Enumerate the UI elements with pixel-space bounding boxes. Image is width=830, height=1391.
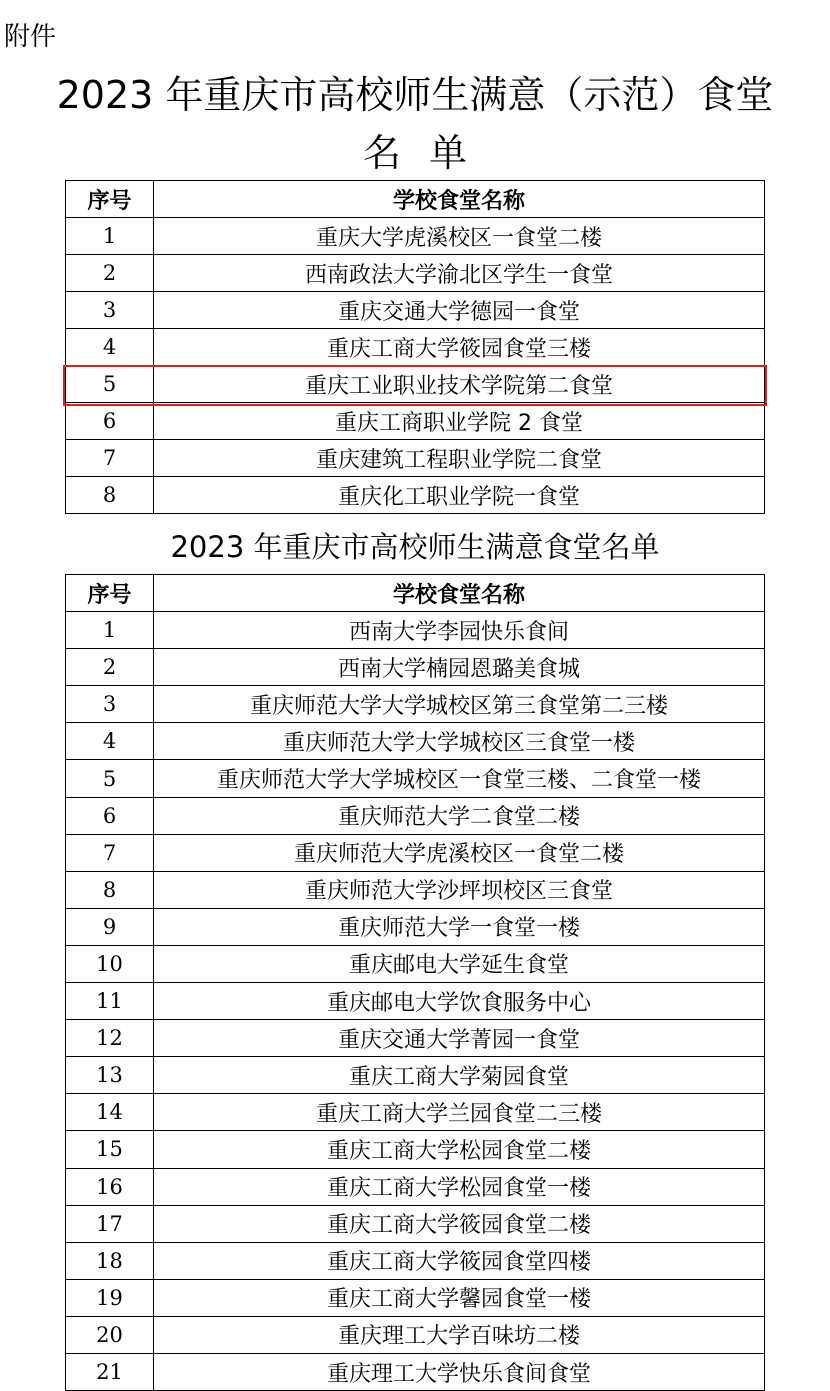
canteen-name-cell: 重庆交通大学菁园一食堂 [154, 1020, 765, 1057]
serial-number-cell: 14 [66, 1094, 154, 1131]
table-row [66, 1242, 765, 1279]
table-row [66, 1316, 765, 1353]
table-row [66, 797, 765, 834]
table-row [66, 983, 765, 1020]
canteen-name-cell: 重庆师范大学虎溪校区一食堂二楼 [154, 834, 765, 871]
serial-number-cell: 8 [66, 477, 154, 514]
canteen-name-cell: 重庆邮电大学饮食服务中心 [154, 983, 765, 1020]
canteen-name-cell: 重庆工商大学兰园食堂二三楼 [154, 1094, 765, 1131]
serial-number-cell: 2 [66, 649, 154, 686]
serial-number-cell: 20 [66, 1316, 154, 1353]
header-canteen-name: 学校食堂名称 [154, 575, 765, 612]
table-row [66, 477, 765, 514]
canteen-name-cell: 重庆理工大学快乐食间食堂 [154, 1353, 765, 1390]
serial-number-cell: 17 [66, 1205, 154, 1242]
serial-number-cell: 2 [66, 255, 154, 292]
serial-number-cell: 6 [66, 797, 154, 834]
document-title-line2: 名单 [362, 131, 495, 175]
table-row [66, 1279, 765, 1316]
table-row [66, 834, 765, 871]
table-row [66, 649, 765, 686]
serial-number-cell: 1 [66, 218, 154, 255]
canteen-name-cell: 西南政法大学渝北区学生一食堂 [154, 255, 765, 292]
serial-number-cell: 8 [66, 871, 154, 908]
table-row [66, 686, 765, 723]
canteen-name-cell: 重庆邮电大学延生食堂 [154, 945, 765, 982]
canteen-name-cell: 西南大学李园快乐食间 [154, 612, 765, 649]
section-title: 2023 年重庆市高校师生满意食堂名单 [170, 530, 660, 564]
table-row [66, 871, 765, 908]
serial-number-cell: 16 [66, 1168, 154, 1205]
table-header-row [66, 181, 765, 218]
canteen-name-cell: 重庆师范大学大学城校区三食堂一楼 [154, 723, 765, 760]
serial-number-cell: 5 [66, 366, 154, 403]
table-row [66, 440, 765, 477]
serial-number-cell: 15 [66, 1131, 154, 1168]
serial-number-cell: 12 [66, 1020, 154, 1057]
canteen-name-cell: 重庆工商大学松园食堂一楼 [154, 1168, 765, 1205]
canteen-name-cell: 重庆工商大学松园食堂二楼 [154, 1131, 765, 1168]
serial-number-cell: 1 [66, 612, 154, 649]
table-row [66, 908, 765, 945]
canteen-name-cell: 重庆工商大学筱园食堂三楼 [154, 329, 765, 366]
canteen-name-cell: 重庆师范大学二食堂二楼 [154, 797, 765, 834]
table-row [66, 723, 765, 760]
serial-number-cell: 10 [66, 945, 154, 982]
attachment-label: 附件 [4, 22, 57, 52]
header-serial-number: 序号 [66, 575, 154, 612]
canteen-name-cell: 重庆工商大学馨园食堂一楼 [154, 1279, 765, 1316]
canteen-name-cell: 重庆大学虎溪校区一食堂二楼 [154, 218, 765, 255]
serial-number-cell: 4 [66, 329, 154, 366]
serial-number-cell: 21 [66, 1353, 154, 1390]
table-row [66, 1020, 765, 1057]
serial-number-cell: 13 [66, 1057, 154, 1094]
satisfied-canteen-table [65, 574, 765, 1391]
table-row [66, 1057, 765, 1094]
demo-canteen-table [65, 180, 765, 514]
canteen-name-cell: 重庆交通大学德园一食堂 [154, 292, 765, 329]
canteen-name-cell: 重庆建筑工程职业学院二食堂 [154, 440, 765, 477]
table-row [66, 1131, 765, 1168]
serial-number-cell: 7 [66, 834, 154, 871]
serial-number-cell: 4 [66, 723, 154, 760]
canteen-name-cell: 西南大学楠园恩璐美食城 [154, 649, 765, 686]
canteen-name-cell: 重庆工商大学菊园食堂 [154, 1057, 765, 1094]
table-row [66, 760, 765, 797]
canteen-name-cell: 重庆师范大学大学城校区第三食堂第二三楼 [154, 686, 765, 723]
serial-number-cell: 3 [66, 686, 154, 723]
serial-number-cell: 3 [66, 292, 154, 329]
canteen-name-cell: 重庆师范大学沙坪坝校区三食堂 [154, 871, 765, 908]
canteen-name-cell: 重庆理工大学百味坊二楼 [154, 1316, 765, 1353]
table-row [66, 329, 765, 366]
table-row [66, 366, 765, 403]
table-row [66, 218, 765, 255]
canteen-name-cell: 重庆师范大学一食堂一楼 [154, 908, 765, 945]
canteen-name-cell: 重庆师范大学大学城校区一食堂三楼、二食堂一楼 [154, 760, 765, 797]
canteen-name-cell: 重庆工商大学筱园食堂四楼 [154, 1242, 765, 1279]
header-canteen-name: 学校食堂名称 [154, 181, 765, 218]
table-row [66, 1353, 765, 1390]
table-row [66, 1205, 765, 1242]
canteen-name-cell: 重庆工商大学筱园食堂二楼 [154, 1205, 765, 1242]
serial-number-cell: 6 [66, 403, 154, 440]
table-row [66, 255, 765, 292]
header-serial-number: 序号 [66, 181, 154, 218]
serial-number-cell: 18 [66, 1242, 154, 1279]
serial-number-cell: 11 [66, 983, 154, 1020]
canteen-name-cell: 重庆化工职业学院一食堂 [154, 477, 765, 514]
table-row [66, 1168, 765, 1205]
canteen-name-cell: 重庆工业职业技术学院第二食堂 [154, 366, 765, 403]
table-row [66, 612, 765, 649]
serial-number-cell: 19 [66, 1279, 154, 1316]
serial-number-cell: 9 [66, 908, 154, 945]
table-header-row [66, 575, 765, 612]
document-title: 2023 年重庆市高校师生满意（示范）食堂 [56, 73, 774, 117]
canteen-name-cell: 重庆工商职业学院 2 食堂 [154, 403, 765, 440]
table-row [66, 945, 765, 982]
table-row [66, 1094, 765, 1131]
table-row [66, 403, 765, 440]
serial-number-cell: 5 [66, 760, 154, 797]
table-row [66, 292, 765, 329]
serial-number-cell: 7 [66, 440, 154, 477]
